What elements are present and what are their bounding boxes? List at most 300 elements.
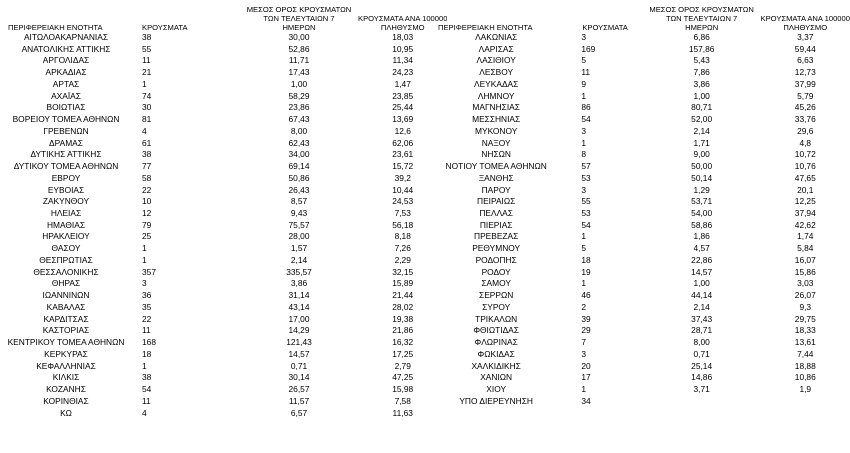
table-row [0,337,447,349]
cases-per-100k-cell: 7,58 [394,395,411,406]
seven-day-average-cell: 30,14 [288,372,310,383]
region-name-cell: ΕΥΒΟΙΑΣ [47,184,85,195]
cases-cell: 357 [142,266,156,277]
cases-per-100k-cell: 15,72 [392,161,414,172]
cases-per-100k-cell: 5,84 [797,243,814,254]
cases-cell: 3 [142,278,147,289]
header-7day-average: ΜΕΣΟΣ ΟΡΟΣ ΚΡΟΥΣΜΑΤΩΝ ΤΩΝ ΤΕΛΕΥΤΑΙΩΝ 7 ΗΜΕΡΩΝ [649,5,754,32]
seven-day-average-cell: 121,43 [286,337,312,348]
table-row [438,102,850,114]
region-name-cell: ΚΕΡΚΥΡΑΣ [44,348,88,359]
table-row [438,267,850,279]
seven-day-average-cell: 11,57 [288,395,310,406]
cases-cell: 2 [581,301,586,312]
seven-day-average-cell: 3,86 [693,78,710,89]
cases-cell: 79 [142,219,152,230]
seven-day-average-cell: 1,00 [693,90,710,101]
cases-cell: 53 [581,172,591,183]
seven-day-average-cell: 6,57 [290,407,308,418]
cases-cell: 39 [581,313,591,324]
seven-day-average-cell: 14,57 [288,348,310,359]
cases-cell: 58 [142,172,152,183]
seven-day-average-cell: 43,14 [288,301,310,312]
seven-day-average-cell: 5,43 [693,55,710,66]
region-name-cell: ΑΧΑΪΑΣ [51,90,81,101]
cases-per-100k-cell: 45,26 [794,102,816,113]
cases-per-100k-cell: 21,44 [392,290,414,301]
cases-per-100k-cell: 5,79 [797,90,814,101]
cases-cell: 5 [581,243,586,254]
region-name-cell: ΚΙΛΚΙΣ [52,372,80,383]
seven-day-average-cell: 1,57 [290,243,308,254]
cases-per-100k-cell: 13,69 [392,114,414,125]
seven-day-average-cell: 22,86 [691,254,713,265]
table-row [0,361,447,373]
cases-cell: 57 [581,161,591,172]
region-name-cell: ΡΕΘΥΜΝΟΥ [472,243,521,254]
cases-per-100k-cell: 10,44 [392,184,414,195]
cases-per-100k-cell: 10,95 [392,43,414,54]
table-row [438,314,850,326]
seven-day-average-cell: 335,57 [286,266,312,277]
table-row [0,278,447,290]
cases-cell: 54 [581,219,591,230]
seven-day-average-cell: 54,00 [691,208,713,219]
cases-per-100k-cell: 29,75 [794,313,816,324]
cases-per-100k-cell: 42,62 [794,219,816,230]
table-row [0,349,447,361]
table-row [0,372,447,384]
cases-cell: 11 [142,325,151,336]
seven-day-average-cell: 58,29 [288,90,310,101]
cases-cell: 3 [581,348,586,359]
table-row [0,44,447,56]
region-name-cell: ΛΗΜΝΟΥ [477,90,515,101]
table-row [0,138,447,150]
table-row [438,208,850,220]
cases-per-100k-cell: 15,86 [794,266,816,277]
region-name-cell: ΚΑΒΑΛΑΣ [46,301,86,312]
cases-cell: 86 [581,102,591,113]
table-row [0,114,447,126]
table-row [0,55,447,67]
region-name-cell: ΣΕΡΡΩΝ [479,290,514,301]
seven-day-average-cell: 52,86 [288,43,310,54]
region-name-cell: ΧΑΝΙΩΝ [480,372,513,383]
cases-cell: 18 [581,254,591,265]
table-row [438,290,850,302]
region-name-cell: ΔΥΤΙΚΗΣ ΑΤΤΙΚΗΣ [30,149,102,160]
table-row [0,302,447,314]
table-row [0,102,447,114]
table-row [0,161,447,173]
cases-per-100k-cell: 11,34 [392,55,413,66]
table-row [438,67,850,79]
region-name-cell: ΑΙΤΩΛΟΑΚΑΡΝΑΝΙΑΣ [23,32,109,42]
seven-day-average-cell: 80,71 [691,102,713,113]
cases-per-100k-cell: 7,53 [394,208,411,219]
cases-cell: 1 [142,243,147,254]
cases-cell: 11 [142,395,151,406]
seven-day-average-cell: 30,00 [288,32,310,42]
seven-day-average-cell: 14,29 [288,325,310,336]
cases-cell: 36 [142,290,152,301]
cases-cell: 54 [581,114,591,125]
seven-day-average-cell: 17,00 [288,313,310,324]
cases-per-100k-cell: 47,65 [794,172,816,183]
table-row [438,32,850,44]
region-name-cell: ΓΡΕΒΕΝΩΝ [43,125,89,136]
cases-per-100k-cell: 23,61 [392,149,414,160]
table-row [438,44,850,56]
cases-cell: 1 [581,384,586,395]
table-row [0,408,447,420]
region-name-cell: ΛΕΣΒΟΥ [479,67,514,78]
table-row [438,255,850,267]
cases-cell: 46 [581,290,591,301]
seven-day-average-cell: 2,14 [290,254,308,265]
table-row [438,161,850,173]
seven-day-average-cell: 50,00 [691,161,713,172]
cases-per-100k-cell: 7,44 [797,348,814,359]
seven-day-average-cell: 4,57 [693,243,710,254]
cases-per-100k-cell: 33,76 [794,114,816,125]
cases-per-100k-cell: 10,72 [794,149,816,160]
cases-per-100k-cell: 26,07 [794,290,816,301]
table-row [0,267,447,279]
cases-cell: 3 [581,32,586,42]
region-name-cell: ΜΥΚΟΝΟΥ [475,125,518,136]
cases-cell: 1 [581,231,586,242]
table-row [0,196,447,208]
region-name-cell: ΤΡΙΚΑΛΩΝ [475,313,518,324]
region-name-cell: ΠΕΛΛΑΣ [479,208,513,219]
region-name-cell: ΛΑΚΩΝΙΑΣ [475,32,518,42]
cases-per-100k-cell: 21,86 [392,325,414,336]
region-name-cell: ΘΗΡΑΣ [51,278,81,289]
region-name-cell: ΛΕΥΚΑΔΑΣ [474,78,519,89]
cases-cell: 11 [142,55,151,66]
cases-per-100k-cell: 16,32 [392,337,414,348]
cases-per-100k-cell: 18,33 [794,325,816,336]
table-row [438,349,850,361]
cases-per-100k-cell: 6,63 [797,55,814,66]
cases-cell: 1 [142,78,147,89]
cases-per-100k-cell: 10,86 [794,372,816,383]
cases-per-100k-cell: 20,1 [797,184,814,195]
cases-cell: 3 [581,184,586,195]
region-name-cell: ΑΝΑΤΟΛΙΚΗΣ ΑΤΤΙΚΗΣ [21,43,111,54]
cases-cell: 21 [142,67,152,78]
table-row [438,196,850,208]
table-row [438,55,850,67]
cases-per-100k-cell: 37,99 [794,78,816,89]
seven-day-average-cell: 2,14 [693,125,710,136]
cases-per-100k-cell: 13,61 [794,337,816,348]
cases-cell: 55 [581,196,591,207]
seven-day-average-cell: 17,43 [288,67,310,78]
cases-cell: 9 [581,78,586,89]
table-row [438,243,850,255]
region-name-cell: ΛΑΣΙΘΙΟΥ [476,55,516,66]
region-name-cell: ΦΘΙΩΤΙΔΑΣ [473,325,519,336]
table-row [438,231,850,243]
region-name-cell: ΡΟΔΟΥ [481,266,511,277]
cases-cell: 53 [581,208,591,219]
region-name-cell: ΒΟΡΕΙΟΥ ΤΟΜΕΑ ΑΘΗΝΩΝ [12,114,120,125]
region-name-cell: ΚΑΣΤΟΡΙΑΣ [42,325,90,336]
cases-per-100k-cell: 18,88 [794,360,816,371]
cases-cell: 81 [142,114,152,125]
region-name-cell: ΗΜΑΘΙΑΣ [46,219,86,230]
region-name-cell: ΝΗΣΩΝ [481,149,511,160]
seven-day-average-cell: 25,14 [691,360,713,371]
table-row [0,208,447,220]
seven-day-average-cell: 1,00 [693,278,710,289]
region-name-cell: ΘΕΣΠΡΩΤΙΑΣ [39,254,93,265]
table-row [438,220,850,232]
seven-day-average-cell: 50,86 [288,172,310,183]
region-name-cell: ΗΛΕΙΑΣ [50,208,82,219]
cases-cell: 38 [142,32,152,42]
table-row [0,32,447,44]
cases-cell: 34 [581,395,591,406]
cases-per-100k-cell: 2,79 [394,360,411,371]
cases-cell: 22 [142,313,152,324]
header-row [0,0,447,32]
table-row [438,325,850,337]
seven-day-average-cell: 44,14 [691,290,713,301]
cases-cell: 4 [142,407,147,418]
table-row [0,231,447,243]
cases-per-100k-cell: 10,76 [794,161,816,172]
seven-day-average-cell: 28,00 [288,231,310,242]
seven-day-average-cell: 11,71 [288,55,310,66]
table-row [0,91,447,103]
region-name-cell: ΠΙΕΡΙΑΣ [479,219,513,230]
seven-day-average-cell: 26,57 [288,384,310,395]
cases-per-100k-cell: 47,25 [392,372,414,383]
seven-day-average-cell: 1,86 [693,231,710,242]
table-row [438,114,850,126]
seven-day-average-cell: 37,43 [691,313,713,324]
seven-day-average-cell: 9,43 [290,208,308,219]
cases-per-100k-cell: 28,02 [392,301,414,312]
table-row [438,126,850,138]
cases-cell: 7 [581,337,586,348]
seven-day-average-cell: 8,00 [290,125,308,136]
regions-table-left [0,0,447,419]
cases-per-100k-cell: 24,23 [392,67,414,78]
seven-day-average-cell: 50,14 [691,172,713,183]
table-row [438,361,850,373]
seven-day-average-cell: 3,86 [290,278,308,289]
region-name-cell: ΚΕΦΑΛΛΗΝΙΑΣ [36,360,96,371]
seven-day-average-cell: 1,71 [693,137,710,148]
cases-per-100k-cell: 32,15 [392,266,414,277]
cases-cell: 1 [581,278,586,289]
cases-cell: 18 [142,348,152,359]
region-name-cell: ΡΟΔΟΠΗΣ [475,254,517,265]
seven-day-average-cell: 157,86 [688,43,715,54]
header-cases-per-100k: ΚΡΟΥΣΜΑΤΑ ΑΝΑ 100000 ΠΛΗΘΥΣΜΟ [358,14,448,32]
seven-day-average-cell: 0,71 [693,348,710,359]
seven-day-average-cell: 9,00 [693,149,710,160]
seven-day-average-cell: 62,43 [288,137,310,148]
region-name-cell: ΠΑΡΟΥ [481,184,511,195]
cases-cell: 61 [142,137,152,148]
header-cases: ΚΡΟΥΣΜΑΤΑ [142,23,188,32]
seven-day-average-cell: 1,00 [290,78,308,89]
table-body-right [438,32,850,408]
cases-cell: 74 [142,90,152,101]
cases-cell: 35 [142,301,152,312]
seven-day-average-cell: 75,57 [288,219,310,230]
region-name-cell: ΘΑΣΟΥ [51,243,81,254]
cases-per-100k-cell: 12,6 [394,125,411,136]
table-row [0,255,447,267]
cases-cell: 169 [581,43,596,54]
seven-day-average-cell: 3,71 [693,384,710,395]
table-row [438,302,850,314]
region-name-cell: ΚΩ [60,407,72,418]
header-7day-average: ΜΕΣΟΣ ΟΡΟΣ ΚΡΟΥΣΜΑΤΩΝ ΤΩΝ ΤΕΛΕΥΤΑΙΩΝ 7 ΗΜΕΡΩΝ [246,5,352,32]
cases-cell: 25 [142,231,152,242]
region-name-cell: ΣΑΜΟΥ [481,278,511,289]
table-row [438,337,850,349]
table-row [0,79,447,91]
region-name-cell: ΛΑΡΙΣΑΣ [478,43,514,54]
cases-per-100k-cell: 12,73 [794,67,816,78]
header-region: ΠΕΡΙΦΕΡΕΙΑΚΗ ΕΝΟΤΗΤΑ [8,23,103,32]
region-name-cell: ΦΩΚΙΔΑΣ [477,348,515,359]
table-row [438,79,850,91]
seven-day-average-cell: 28,71 [691,325,713,336]
cases-cell: 4 [142,125,147,136]
cases-cell: 29 [581,325,591,336]
cases-cell: 1 [142,254,147,265]
cases-cell: 1 [142,360,147,371]
table-row [0,220,447,232]
cases-cell: 77 [142,161,152,172]
table-row [0,185,447,197]
seven-day-average-cell: 34,00 [288,149,310,160]
table-row [438,149,850,161]
table-row [438,185,850,197]
cases-cell: 17 [581,372,591,383]
table-row [0,396,447,408]
cases-per-100k-cell: 39,2 [394,172,411,183]
table-row [0,67,447,79]
cases-cell: 12 [142,208,152,219]
region-name-cell: ΑΡΓΟΛΙΔΑΣ [42,55,90,66]
cases-cell: 38 [142,149,152,160]
cases-cell: 10 [142,196,152,207]
region-name-cell: ΚΕΝΤΡΙΚΟΥ ΤΟΜΕΑ ΑΘΗΝΩΝ [7,337,125,348]
cases-per-100k-cell: 24,53 [392,196,414,207]
table-row [0,243,447,255]
table-row [0,126,447,138]
cases-per-100k-cell: 1,74 [797,231,814,242]
cases-cell: 20 [581,360,591,371]
region-name-cell: ΗΡΑΚΛΕΙΟΥ [42,231,90,242]
table-row [438,173,850,185]
seven-day-average-cell: 31,14 [288,290,310,301]
region-name-cell: ΜΑΓΝΗΣΙΑΣ [472,102,520,113]
cases-per-100k-cell: 9,3 [799,301,812,312]
region-name-cell: ΜΕΣΣΗΝΙΑΣ [472,114,521,125]
region-name-cell: ΥΠΟ ΔΙΕΡΕΥΝΗΣΗ [459,395,533,406]
cases-per-100k-cell: 29,6 [797,125,814,136]
table-row [0,325,447,337]
region-name-cell: ΝΟΤΙΟΥ ΤΟΜΕΑ ΑΘΗΝΩΝ [445,161,547,172]
cases-per-100k-cell: 59,44 [794,43,816,54]
header-region: ΠΕΡΙΦΕΡΕΙΑΚΗ ΕΝΟΤΗΤΑ [438,23,533,32]
cases-per-100k-cell: 1,9 [799,384,812,395]
region-name-cell: ΘΕΣΣΑΛΟΝΙΚΗΣ [33,266,99,277]
cases-cell: 3 [581,125,586,136]
region-name-cell: ΑΡΚΑΔΙΑΣ [45,67,87,78]
seven-day-average-cell: 0,71 [290,360,308,371]
table-row [438,396,850,408]
table-row [438,138,850,150]
cases-cell: 55 [142,43,152,54]
seven-day-average-cell: 7,86 [693,67,710,78]
region-name-cell: ΧΑΛΚΙΔΙΚΗΣ [471,360,521,371]
seven-day-average-cell: 1,29 [693,184,710,195]
table-row [0,290,447,302]
region-name-cell: ΕΒΡΟΥ [51,172,81,183]
cases-per-100k-cell: 15,98 [392,384,414,395]
seven-day-average-cell: 14,57 [691,266,713,277]
cases-cell: 11 [581,67,591,78]
cases-per-100k-cell: 3,03 [797,278,814,289]
seven-day-average-cell: 67,43 [288,114,310,125]
seven-day-average-cell: 8,57 [290,196,308,207]
table-row [0,314,447,326]
seven-day-average-cell: 23,86 [288,102,310,113]
region-name-cell: ΣΥΡΟΥ [482,301,511,312]
region-name-cell: ΚΟΖΑΝΗΣ [46,384,86,395]
region-name-cell: ΙΩΑΝΝΙΝΩΝ [42,290,90,301]
cases-per-100k-cell: 2,29 [394,254,411,265]
cases-cell: 30 [142,102,152,113]
seven-day-average-cell: 6,86 [693,32,710,42]
region-name-cell: ΖΑΚΥΝΘΟΥ [42,196,90,207]
cases-cell: 1 [581,137,586,148]
region-name-cell: ΔΡΑΜΑΣ [49,137,83,148]
seven-day-average-cell: 14,86 [691,372,713,383]
cases-per-100k-cell: 23,85 [392,90,414,101]
region-name-cell: ΞΑΝΘΗΣ [478,172,514,183]
region-name-cell: ΚΑΡΔΙΤΣΑΣ [43,313,89,324]
cases-per-100k-cell: 62,06 [392,137,414,148]
cases-cell: 168 [142,337,156,348]
cases-per-100k-cell: 18,03 [392,32,414,42]
table-row [0,384,447,396]
seven-day-average-cell: 69,14 [288,161,310,172]
seven-day-average-cell: 53,71 [691,196,713,207]
seven-day-average-cell [643,396,761,408]
cases-cell: 8 [581,149,586,160]
cases-per-100k-cell: 7,26 [394,243,411,254]
seven-day-average-cell: 26,43 [288,184,310,195]
cases-per-100k-cell: 1,47 [394,78,411,89]
region-name-cell: ΦΛΩΡΙΝΑΣ [474,337,518,348]
region-name-cell: ΔΥΤΙΚΟΥ ΤΟΜΕΑ ΑΘΗΝΩΝ [13,161,119,172]
table-row [438,91,850,103]
cases-cell: 38 [142,372,152,383]
